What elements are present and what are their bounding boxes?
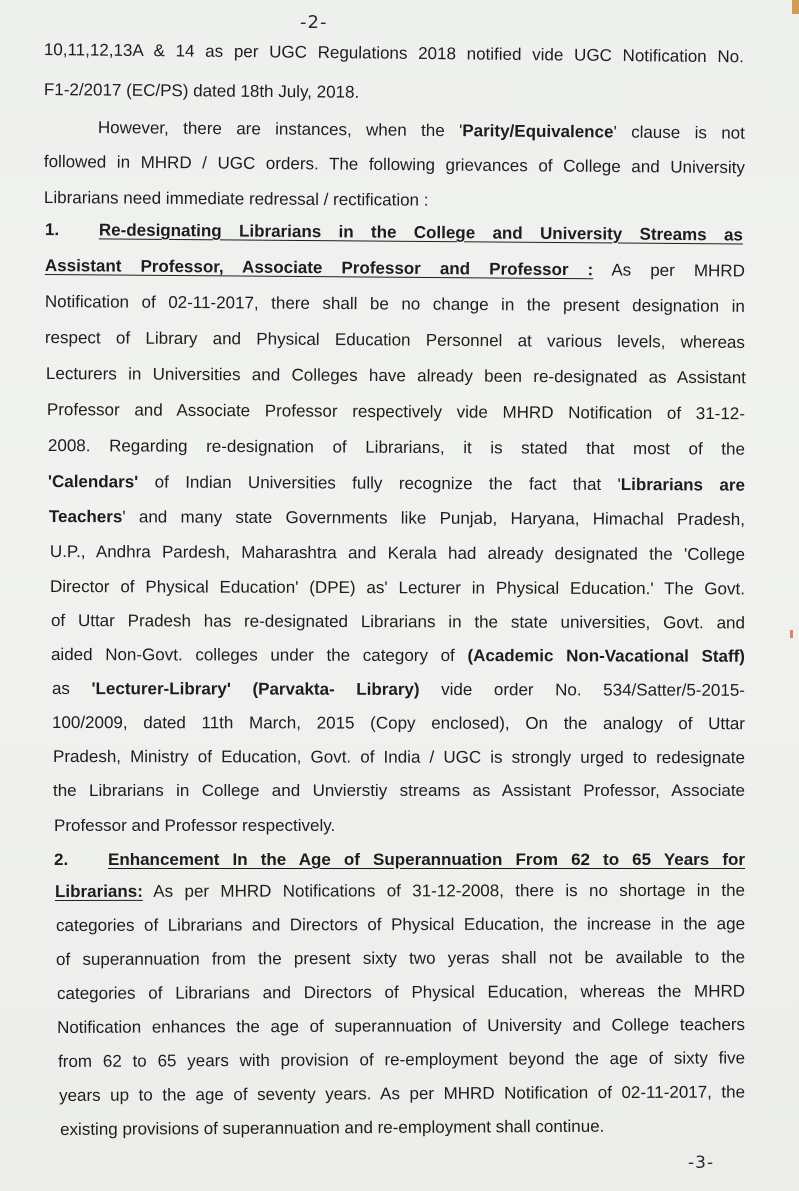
text-segment: ' clause is not	[613, 122, 745, 143]
text-line: followed in MHRD / UGC orders. The following grievances of College and University	[43, 152, 745, 178]
text-segment: of Indian Universities fully recognize the fact that '	[138, 472, 621, 494]
bold-term: 'Lecturer-Library' (Parvakta- Library)	[91, 679, 420, 699]
text-line	[49, 507, 745, 530]
section-number: 2.	[54, 850, 69, 869]
text-line: the Librarians in College and Unvierstiy streams as Assistant Professor, Associate	[53, 781, 745, 800]
text-line: Professor and Associate Professor respectively vide MHRD Notification of 31-12-	[46, 400, 745, 424]
text-line	[45, 256, 745, 281]
text-line	[51, 645, 745, 667]
page-number-top: -2-	[300, 12, 328, 33]
text-line	[55, 881, 745, 902]
section-heading	[54, 850, 745, 870]
text-segment: ' and many state Governments like Punjab, Haryana, Himachal Pradesh,	[122, 507, 745, 530]
text-line: Notification enhances the age of superannuation of University and College teachers	[57, 1014, 746, 1037]
text-segment: As per MHRD Notifications of 31-12-2008, there is no shortage in the	[142, 880, 746, 901]
text-line	[48, 472, 745, 496]
text-line	[52, 679, 745, 701]
text-line: F1-2/2017 (EC/PS) dated 18th July, 2018.	[43, 80, 360, 102]
text-line: U.P., Andhra Pardesh, Maharashtra and Kerala had already designated the 'College	[49, 542, 745, 565]
bold-term: Librarians are	[620, 474, 745, 495]
bold-term: Parity/Equivalence	[462, 121, 614, 142]
text-line: Professor and Professor respectively.	[54, 816, 336, 835]
text-segment: As per MHRD	[593, 260, 745, 281]
text-line: categories of Librarians and Directors of Physical Education, whereas the MHRD	[57, 981, 746, 1003]
section-title: Assistant Professor, Associate Professor and Professor :	[44, 256, 594, 280]
text-line	[98, 118, 745, 144]
section-title: Librarians:	[55, 881, 143, 901]
page-edge-mark	[792, 0, 799, 14]
bold-term: (Academic Non-Vacational Staff)	[467, 646, 746, 666]
text-line: 2008. Regarding re-designation of Librarians, it is stated that most of the	[47, 436, 745, 459]
text-line: from 62 to 65 years with provision of re-employment beyond the age of sixty five	[58, 1048, 746, 1071]
section-title: Enhancement In the Age of Superannuation From 62 to 65 Years for	[108, 850, 745, 869]
section-number: 1.	[44, 220, 60, 240]
bold-term: 'Calendars'	[47, 472, 139, 492]
text-segment: as	[51, 679, 92, 699]
text-segment: aided Non-Govt. colleges under the category of	[50, 645, 468, 666]
text-line: of superannuation from the present sixty two yeras shall not be available to the	[56, 947, 746, 969]
text-line: existing provisions of superannuation and re-employment shall continue.	[60, 1116, 605, 1139]
text-line: 100/2009, dated 11th March, 2015 (Copy enclosed), On the analogy of Uttar	[51, 713, 745, 734]
text-segment: vide order No. 534/Satter/5-2015-	[419, 679, 745, 700]
page-number-bottom: -3-	[688, 1153, 715, 1173]
text-line: 10,11,12,13A & 14 as per UGC Regulations 2018 notified vide UGC Notification No.	[43, 40, 744, 67]
text-line: Lecturers in Universities and Colleges have already been re-designated as Assistant	[45, 364, 746, 388]
text-line: categories of Librarians and Directors of Physical Education, the increase in the age	[56, 914, 746, 935]
section-title: Re-designating Librarians in the College and University Streams as	[98, 220, 743, 245]
text-line: Pradesh, Ministry of Education, Govt. of India / UGC is strongly urged to redesignate	[52, 747, 745, 768]
page-edge-speck	[790, 630, 793, 638]
text-line: Notification of 02-11-2017, there shall be no change in the present designation in	[44, 292, 745, 316]
bold-term: Teachers	[48, 507, 123, 527]
text-line: Librarians need immediate redressal / rectification :	[43, 188, 429, 210]
text-line: years up to the age of seventy years. As per MHRD Notification of 02-11-2017, the	[59, 1082, 746, 1105]
text-segment: However, there are instances, when the '	[97, 118, 463, 141]
text-line: of Uttar Pradesh has re-designated Librarians in the state universities, Govt. and	[50, 611, 745, 633]
text-line: Director of Physical Education' (DPE) as' Lecturer in Physical Education.' The Govt.	[49, 577, 745, 599]
text-line: respect of Library and Physical Education Personnel at various levels, whereas	[44, 328, 745, 352]
section-heading	[45, 220, 745, 245]
